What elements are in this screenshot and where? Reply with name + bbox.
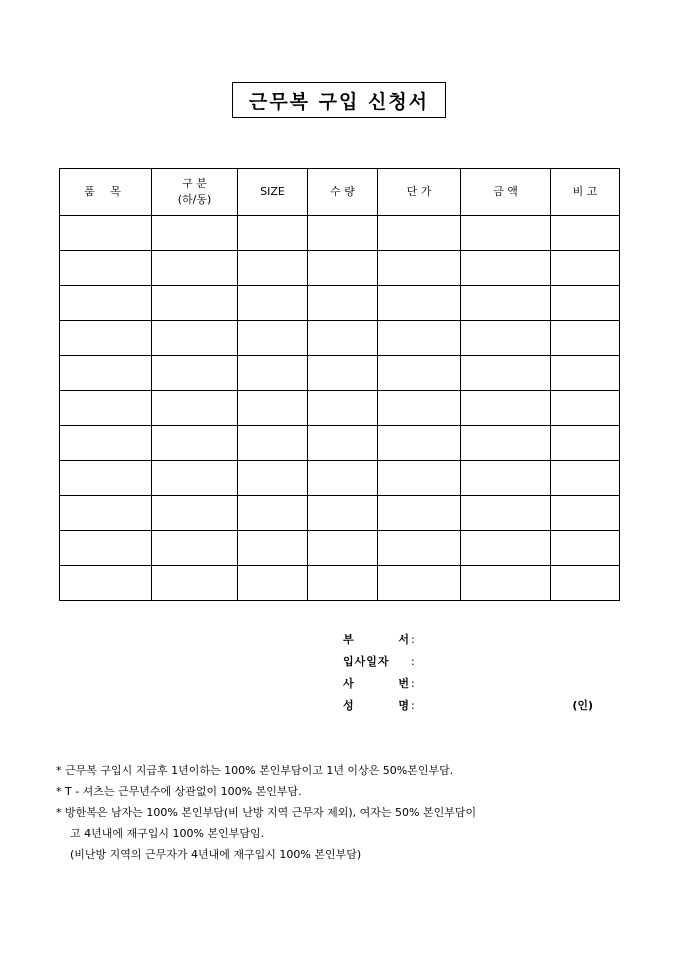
header-size: SIZE [238, 169, 308, 216]
table-cell[interactable] [152, 216, 238, 251]
hire-date-row [343, 650, 593, 672]
table-row [60, 496, 620, 531]
table-cell[interactable] [60, 391, 152, 426]
table-row [60, 286, 620, 321]
table-cell[interactable] [308, 426, 378, 461]
table-cell[interactable] [238, 216, 308, 251]
name-colon: : [411, 698, 415, 712]
table-cell[interactable] [60, 321, 152, 356]
table-cell[interactable] [551, 216, 620, 251]
name-row [343, 694, 593, 716]
table-cell[interactable] [238, 461, 308, 496]
notes-section [56, 760, 636, 865]
table-cell[interactable] [461, 356, 551, 391]
table-cell[interactable] [551, 286, 620, 321]
header-category [152, 169, 238, 216]
table-cell[interactable] [308, 391, 378, 426]
table-cell[interactable] [238, 531, 308, 566]
table-row [60, 321, 620, 356]
table-cell[interactable] [60, 531, 152, 566]
header-quantity: 수 량 [308, 169, 378, 216]
table-cell[interactable] [152, 566, 238, 601]
table-cell[interactable] [238, 426, 308, 461]
table-cell[interactable] [238, 321, 308, 356]
table-cell[interactable] [152, 286, 238, 321]
table-cell[interactable] [60, 461, 152, 496]
table-cell[interactable] [461, 426, 551, 461]
table-cell[interactable] [378, 216, 461, 251]
table-cell[interactable] [308, 531, 378, 566]
table-cell[interactable] [461, 251, 551, 286]
hire-date-colon: : [411, 654, 415, 668]
note-line-1: * 근무복 구입시 지급후 1년이하는 100% 본인부담이고 1년 이상은 50%본인부담. [56, 764, 454, 777]
seal-mark: (인) [572, 699, 593, 712]
header-unit-price: 단 가 [378, 169, 461, 216]
name-label: 성 명 [343, 699, 409, 712]
table-header-row [60, 169, 620, 216]
table-cell[interactable] [378, 496, 461, 531]
table-cell[interactable] [60, 496, 152, 531]
department-colon: : [411, 632, 415, 646]
table-cell[interactable] [551, 391, 620, 426]
table-cell[interactable] [378, 391, 461, 426]
table-row [60, 391, 620, 426]
note-line-3: * 방한복은 남자는 100% 본인부담(비 난방 지역 근무자 제외), 여자는 50% 본인부담이 [56, 806, 477, 819]
table-row [60, 426, 620, 461]
table-cell[interactable] [152, 496, 238, 531]
applicant-info [343, 628, 593, 716]
table-cell[interactable] [378, 286, 461, 321]
table-cell[interactable] [60, 216, 152, 251]
table-cell[interactable] [152, 461, 238, 496]
note-line-2: * T - 셔츠는 근무년수에 상관없이 100% 본인부담. [56, 785, 302, 798]
page-title [232, 82, 446, 118]
table-cell[interactable] [461, 531, 551, 566]
page-title-text: 근무복 구입 신청서 [248, 90, 430, 113]
note-line-4: 고 4년내에 재구입시 100% 본인부담임. [70, 827, 265, 840]
note-line-5: (비난방 지역의 근무자가 4년내에 재구입시 100% 본인부담) [70, 848, 362, 861]
table-cell[interactable] [308, 216, 378, 251]
table-cell[interactable] [378, 426, 461, 461]
table-cell[interactable] [152, 531, 238, 566]
table-body [60, 216, 620, 601]
header-amount: 금 액 [461, 169, 551, 216]
table-row [60, 356, 620, 391]
table-cell[interactable] [461, 391, 551, 426]
table-cell[interactable] [461, 216, 551, 251]
table-cell[interactable] [152, 251, 238, 286]
table-cell[interactable] [238, 391, 308, 426]
department-row [343, 628, 593, 650]
table-cell[interactable] [152, 321, 238, 356]
table-cell[interactable] [238, 286, 308, 321]
table-cell[interactable] [60, 566, 152, 601]
table-cell[interactable] [308, 461, 378, 496]
department-label: 부 서 [343, 633, 409, 646]
purchase-table [59, 168, 620, 601]
header-category-label: 구 분 [182, 177, 207, 190]
table-cell[interactable] [378, 461, 461, 496]
table-cell[interactable] [60, 426, 152, 461]
table-cell[interactable] [60, 356, 152, 391]
header-remarks: 비 고 [551, 169, 620, 216]
table-row [60, 566, 620, 601]
table-cell[interactable] [60, 286, 152, 321]
table-cell[interactable] [238, 356, 308, 391]
table-cell[interactable] [551, 251, 620, 286]
table-cell[interactable] [238, 496, 308, 531]
table-cell[interactable] [60, 251, 152, 286]
table-cell[interactable] [238, 566, 308, 601]
header-item: 품 목 [60, 169, 152, 216]
table-cell[interactable] [308, 566, 378, 601]
employee-no-label: 사 번 [343, 677, 409, 690]
table-cell[interactable] [551, 496, 620, 531]
table-cell[interactable] [551, 461, 620, 496]
table-cell[interactable] [152, 356, 238, 391]
table-cell[interactable] [152, 426, 238, 461]
table-cell[interactable] [378, 531, 461, 566]
header-category-sub: (하/동) [177, 193, 212, 206]
table-cell[interactable] [378, 356, 461, 391]
table-cell[interactable] [461, 566, 551, 601]
table-cell[interactable] [378, 566, 461, 601]
table-cell[interactable] [461, 461, 551, 496]
table-cell[interactable] [238, 251, 308, 286]
table-row [60, 461, 620, 496]
table-cell[interactable] [461, 286, 551, 321]
table-cell[interactable] [551, 566, 620, 601]
table-row [60, 216, 620, 251]
table-cell[interactable] [308, 496, 378, 531]
table-row [60, 251, 620, 286]
table-cell[interactable] [551, 426, 620, 461]
table-cell[interactable] [308, 286, 378, 321]
table-cell[interactable] [378, 321, 461, 356]
employee-no-colon: : [411, 676, 415, 690]
hire-date-label: 입사일자 [343, 655, 390, 668]
table-row [60, 531, 620, 566]
table-cell[interactable] [551, 531, 620, 566]
table-cell[interactable] [308, 251, 378, 286]
table-cell[interactable] [308, 321, 378, 356]
table-cell[interactable] [378, 251, 461, 286]
table-cell[interactable] [152, 391, 238, 426]
table-cell[interactable] [551, 356, 620, 391]
table-cell[interactable] [308, 356, 378, 391]
table-cell[interactable] [461, 496, 551, 531]
table-cell[interactable] [551, 321, 620, 356]
employee-no-row [343, 672, 593, 694]
table-cell[interactable] [461, 321, 551, 356]
